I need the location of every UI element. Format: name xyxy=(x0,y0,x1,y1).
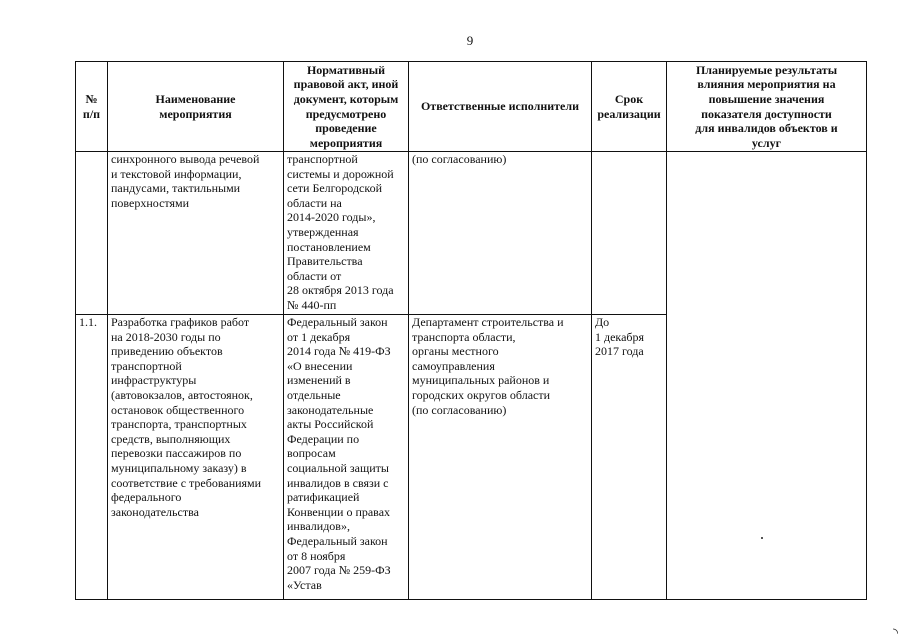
executors-cell: Департамент строительства и транспорта области, органы местного самоуправления муниципальных районов и городских округов области (по согласованию) xyxy=(409,315,592,600)
measure-name-cell: синхронного вывода речевой и текстовой информации, пандусами, тактильными поверхностями xyxy=(108,152,284,315)
term-cell: До 1 декабря 2017 года xyxy=(592,315,667,600)
scan-speck xyxy=(761,537,763,539)
header-term: Срок реализации xyxy=(592,62,667,152)
table-row xyxy=(76,152,867,315)
header-number: № п/п xyxy=(76,62,108,152)
row-number-cell: 1.1. xyxy=(76,315,108,600)
page-number: 9 xyxy=(466,33,474,48)
header-measure-name: Наименование мероприятия xyxy=(108,62,284,152)
legal-act-cell: Федеральный закон от 1 декабря 2014 года № 419-ФЗ «О внесении изменений в отдельные законодательные акты Российской Федерации по вопросам социальной защиты инвалидов в связи с ратификацией Конвенции о правах инвалидов», Федеральный закон от 8 ноября 2007 года № 259-ФЗ «Устав xyxy=(284,315,409,600)
executors-cell: (по согласованию) xyxy=(409,152,592,315)
header-planned-results: Планируемые результаты влияния мероприятия на повышение значения показателя доступности для инвалидов объектов и услуг xyxy=(667,62,867,152)
measures-table xyxy=(75,61,867,600)
table-header-row xyxy=(76,62,867,152)
scan-corner-artifact: ◝ xyxy=(893,625,899,640)
legal-act-cell: транспортной системы и дорожной сети Белгородской области на 2014-2020 годы», утвержденная постановлением Правительства области от 28 октября 2013 года № 440-пп xyxy=(284,152,409,315)
header-executors: Ответственные исполнители xyxy=(409,62,592,152)
measure-name-cell: Разработка графиков работ на 2018-2030 годы по приведению объектов транспортной инфраструктуры (автовокзалов, автостоянок, остановок общественного транспорта, транспортных средств, выполняющих перевозки пассажиров по муниципальному заказу) в соответствие с требованиями федерального законодательства xyxy=(108,315,284,600)
row-number-cell xyxy=(76,152,108,315)
term-cell xyxy=(592,152,667,315)
planned-results-cell xyxy=(667,152,867,600)
header-legal-act: Нормативный правовой акт, иной документ, которым предусмотрено проведение мероприятия xyxy=(284,62,409,152)
